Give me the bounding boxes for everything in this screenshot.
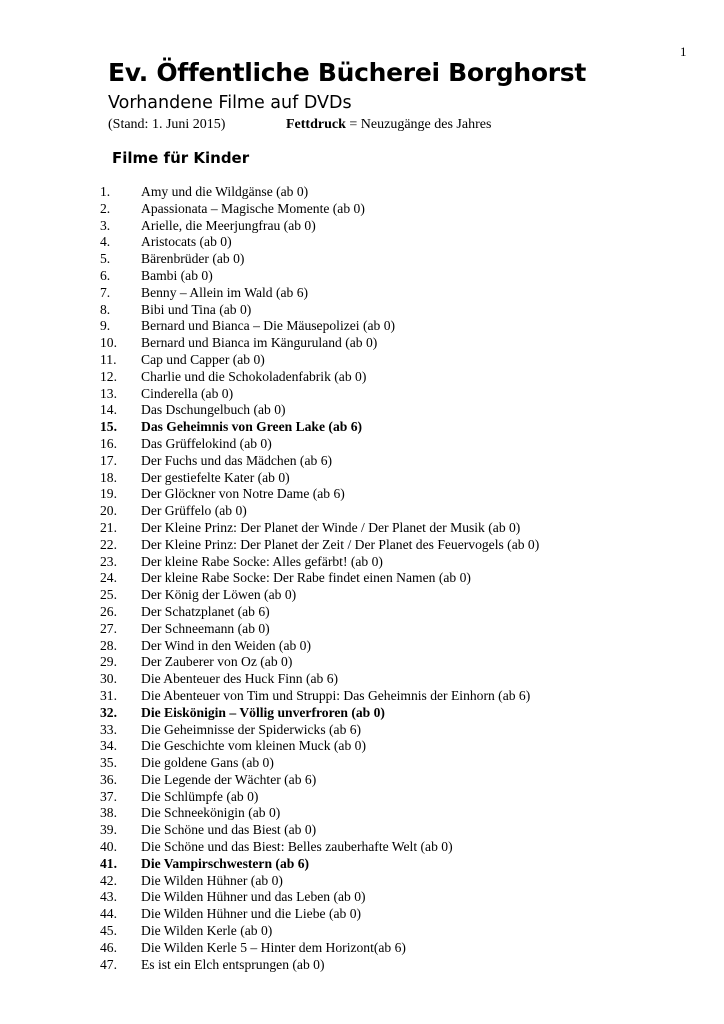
film-number: 21. xyxy=(100,519,117,535)
film-list-item xyxy=(0,335,700,352)
film-title: Die Geschichte vom kleinen Muck (ab 0) xyxy=(141,738,366,754)
film-list-item xyxy=(0,486,700,503)
film-title: Der Schatzplanet (ab 6) xyxy=(141,603,270,619)
film-number: 27. xyxy=(100,620,117,636)
film-number: 17. xyxy=(100,452,117,468)
film-list-item xyxy=(0,822,700,839)
film-number: 9. xyxy=(100,318,111,334)
film-title: Amy und die Wildgänse (ab 0) xyxy=(141,184,309,199)
film-list-item xyxy=(0,940,700,957)
legend-text: = Neuzugänge des Jahres xyxy=(345,117,492,132)
legend xyxy=(286,116,491,133)
film-list-item xyxy=(0,889,700,906)
film-title: Bernard und Bianca – Die Mäusepolizei (ab 0) xyxy=(141,318,396,334)
film-title: Der Kleine Prinz: Der Planet der Winde / Der Planet der Musik (ab 0) xyxy=(141,519,521,535)
film-title: Der Wind in den Weiden (ab 0) xyxy=(141,637,311,653)
film-title: Die Schneekönigin (ab 0) xyxy=(141,805,281,821)
film-number: 3. xyxy=(100,217,111,233)
film-list-item xyxy=(0,184,700,201)
film-number: 10. xyxy=(100,335,117,351)
film-title: Der Kleine Prinz: Der Planet der Zeit / Der Planet des Feuervogels (ab 0) xyxy=(141,536,540,552)
film-title: Der Grüffelo (ab 0) xyxy=(141,503,247,519)
film-number: 7. xyxy=(100,284,111,300)
film-number: 32. xyxy=(100,704,117,720)
film-title: Cinderella (ab 0) xyxy=(141,385,234,401)
film-list-item xyxy=(0,453,700,470)
film-title: Die Wilden Hühner (ab 0) xyxy=(141,872,283,888)
film-list-item xyxy=(0,537,700,554)
film-title: Die goldene Gans (ab 0) xyxy=(141,755,274,771)
film-title: Die Wilden Hühner und das Leben (ab 0) xyxy=(141,889,366,905)
film-number: 20. xyxy=(100,503,117,519)
film-title: Apassionata – Magische Momente (ab 0) xyxy=(141,200,365,216)
film-number: 28. xyxy=(100,637,117,653)
film-number: 41. xyxy=(100,855,117,871)
film-title: Der König der Löwen (ab 0) xyxy=(141,587,297,603)
film-title: Es ist ein Elch entsprungen (ab 0) xyxy=(141,956,325,972)
film-number: 26. xyxy=(100,603,117,619)
film-title: Die Geheimnisse der Spiderwicks (ab 6) xyxy=(141,721,362,737)
film-number: 14. xyxy=(100,402,117,418)
film-title: Bärenbrüder (ab 0) xyxy=(141,251,245,267)
film-list-item xyxy=(0,839,700,856)
film-title: Die Legende der Wächter (ab 6) xyxy=(141,771,317,787)
film-title: Der kleine Rabe Socke: Alles gefärbt! (ab 0) xyxy=(141,553,383,569)
film-number: 6. xyxy=(100,267,111,283)
film-list-item xyxy=(0,218,700,235)
film-title: Die Schöne und das Biest: Belles zauberhafte Welt (ab 0) xyxy=(141,839,453,855)
film-number: 1. xyxy=(100,184,111,199)
status-date: (Stand: 1. Juni 2015) xyxy=(108,117,226,132)
film-list-item xyxy=(0,302,700,319)
film-title: Die Eiskönigin – Völlig unverfroren (ab 0) xyxy=(141,704,385,720)
film-list-item xyxy=(0,285,700,302)
film-list-item xyxy=(0,654,700,671)
film-number: 19. xyxy=(100,486,117,502)
film-number: 4. xyxy=(100,234,111,250)
film-number: 29. xyxy=(100,654,117,670)
film-list-item xyxy=(0,705,700,722)
film-title: Die Wilden Kerle (ab 0) xyxy=(141,923,273,939)
film-list-item xyxy=(0,503,700,520)
film-number: 40. xyxy=(100,839,117,855)
film-number: 47. xyxy=(100,956,117,972)
film-list-item xyxy=(0,369,700,386)
film-list-item xyxy=(0,251,700,268)
film-number: 13. xyxy=(100,385,117,401)
film-title: Bambi (ab 0) xyxy=(141,267,213,283)
film-number: 43. xyxy=(100,889,117,905)
film-title: Das Geheimnis von Green Lake (ab 6) xyxy=(141,419,363,435)
film-number: 8. xyxy=(100,301,111,317)
film-number: 24. xyxy=(100,570,117,586)
film-title: Bernard und Bianca im Känguruland (ab 0) xyxy=(141,335,378,351)
film-list-item xyxy=(0,738,700,755)
film-list-item xyxy=(0,755,700,772)
film-number: 12. xyxy=(100,368,117,384)
film-title: Die Abenteuer von Tim und Struppi: Das Geheimnis der Einhorn (ab 6) xyxy=(141,687,531,703)
film-list-item xyxy=(0,722,700,739)
film-list-item xyxy=(0,520,700,537)
film-title: Arielle, die Meerjungfrau (ab 0) xyxy=(141,217,316,233)
film-list-item xyxy=(0,873,700,890)
film-title: Das Dschungelbuch (ab 0) xyxy=(141,402,286,418)
film-number: 22. xyxy=(100,536,117,552)
film-list-item xyxy=(0,621,700,638)
film-number: 23. xyxy=(100,553,117,569)
film-list-item xyxy=(0,587,700,604)
film-number: 33. xyxy=(100,721,117,737)
film-number: 44. xyxy=(100,906,117,922)
film-list-item xyxy=(0,268,700,285)
film-list-item xyxy=(0,402,700,419)
film-number: 37. xyxy=(100,788,117,804)
film-list-item xyxy=(0,805,700,822)
film-number: 36. xyxy=(100,771,117,787)
film-list-item xyxy=(0,554,700,571)
film-title: Das Grüffelokind (ab 0) xyxy=(141,435,272,451)
film-list-item xyxy=(0,470,700,487)
film-title: Bibi und Tina (ab 0) xyxy=(141,301,252,317)
film-title: Die Abenteuer des Huck Finn (ab 6) xyxy=(141,671,339,687)
film-list-item xyxy=(0,352,700,369)
document-subtitle: Vorhandene Filme auf DVDs xyxy=(108,93,352,113)
film-title: Die Wilden Hühner und die Liebe (ab 0) xyxy=(141,906,362,922)
film-list-item xyxy=(0,856,700,873)
film-title: Der Schneemann (ab 0) xyxy=(141,620,270,636)
document-title: Ev. Öffentliche Bücherei Borghorst xyxy=(108,58,587,87)
film-number: 16. xyxy=(100,435,117,451)
film-list-item xyxy=(0,386,700,403)
film-title: Aristocats (ab 0) xyxy=(141,234,232,250)
film-title: Der Fuchs und das Mädchen (ab 6) xyxy=(141,452,333,468)
film-list-item xyxy=(0,318,700,335)
film-number: 30. xyxy=(100,671,117,687)
film-list-item xyxy=(0,201,700,218)
film-number: 42. xyxy=(100,872,117,888)
film-list-item xyxy=(0,957,700,974)
film-list-item xyxy=(0,638,700,655)
film-number: 46. xyxy=(100,939,117,955)
film-title: Die Vampirschwestern (ab 6) xyxy=(141,855,310,871)
film-list-item xyxy=(0,604,700,621)
film-number: 25. xyxy=(100,587,117,603)
film-list-item xyxy=(0,772,700,789)
film-title: Der gestiefelte Kater (ab 0) xyxy=(141,469,290,485)
film-title: Der Zauberer von Oz (ab 0) xyxy=(141,654,293,670)
film-number: 18. xyxy=(100,469,117,485)
film-title: Die Wilden Kerle 5 – Hinter dem Horizont(ab 6) xyxy=(141,939,406,955)
film-number: 34. xyxy=(100,738,117,754)
film-list-item xyxy=(0,436,700,453)
film-number: 38. xyxy=(100,805,117,821)
film-list xyxy=(0,184,700,973)
film-number: 11. xyxy=(100,351,117,367)
film-number: 39. xyxy=(100,822,117,838)
film-title: Die Schlümpfe (ab 0) xyxy=(141,788,259,804)
film-number: 31. xyxy=(100,687,117,703)
film-list-item xyxy=(0,688,700,705)
film-title: Cap und Capper (ab 0) xyxy=(141,351,265,367)
film-title: Die Schöne und das Biest (ab 0) xyxy=(141,822,317,838)
legend-bold-word: Fettdruck xyxy=(286,117,346,132)
section-heading: Filme für Kinder xyxy=(112,149,250,167)
film-list-item xyxy=(0,234,700,251)
film-list-item xyxy=(0,419,700,436)
film-title: Der Glöckner von Notre Dame (ab 6) xyxy=(141,486,345,502)
film-title: Der kleine Rabe Socke: Der Rabe findet einen Namen (ab 0) xyxy=(141,570,471,586)
film-list-item xyxy=(0,570,700,587)
film-list-item xyxy=(0,789,700,806)
film-list-item xyxy=(0,671,700,688)
film-number: 2. xyxy=(100,200,111,216)
film-title: Charlie und die Schokoladenfabrik (ab 0) xyxy=(141,368,367,384)
film-number: 5. xyxy=(100,251,111,267)
film-number: 45. xyxy=(100,923,117,939)
film-title: Benny – Allein im Wald (ab 6) xyxy=(141,284,309,300)
film-list-item xyxy=(0,906,700,923)
film-number: 35. xyxy=(100,755,117,771)
film-number: 15. xyxy=(100,419,117,435)
film-list-item xyxy=(0,923,700,940)
page-number: 1 xyxy=(680,44,687,59)
